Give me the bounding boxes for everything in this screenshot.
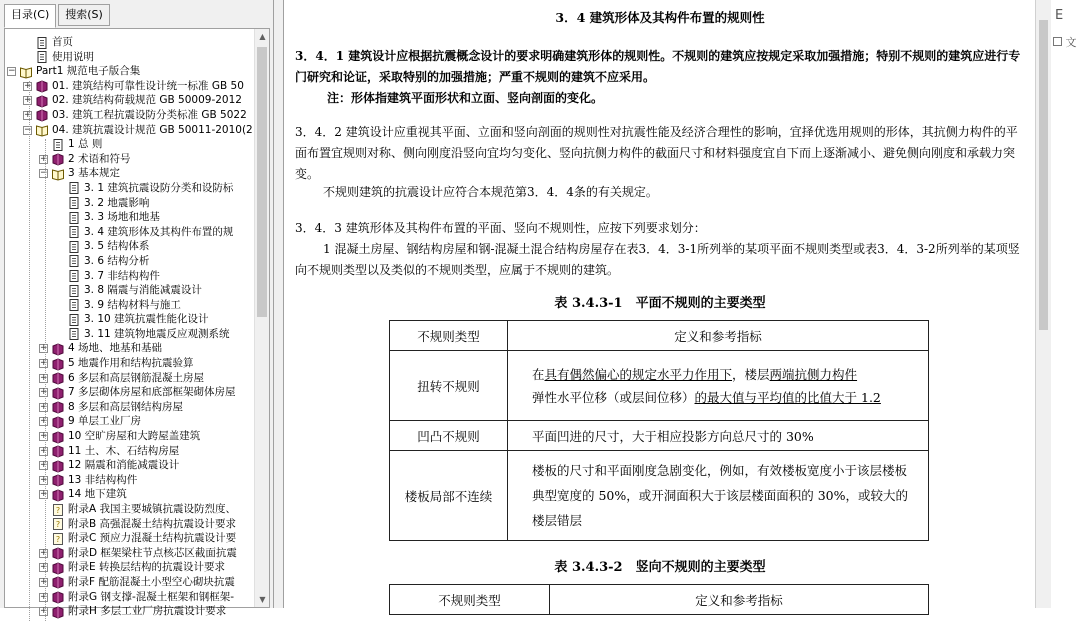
tree-node-label[interactable]: 附录F 配筋混凝土小型空心砌块抗震 — [68, 575, 235, 588]
toc-tree-box — [4, 28, 270, 618]
tree-node[interactable] — [5, 64, 255, 79]
toc-scroll-thumb[interactable] — [257, 47, 267, 317]
book-icon — [52, 562, 64, 574]
book-icon — [52, 416, 64, 428]
book-icon — [36, 80, 48, 92]
expand-icon[interactable]: + — [40, 358, 48, 369]
table1-type-concave: 凹凸不规则 — [390, 421, 508, 451]
page-icon — [68, 328, 80, 340]
expand-icon[interactable]: + — [40, 445, 48, 456]
table-row — [390, 421, 929, 451]
book-icon — [52, 358, 64, 370]
tree-node-label[interactable]: 9 单层工业厂房 — [68, 415, 142, 428]
tab-search[interactable]: 搜索(S) — [58, 4, 110, 26]
tree-node[interactable] — [5, 385, 255, 400]
expand-icon[interactable]: + — [40, 416, 48, 427]
expand-icon[interactable]: + — [40, 489, 48, 500]
book-open-icon — [20, 66, 32, 78]
tree-node[interactable] — [5, 239, 255, 254]
expand-icon[interactable]: + — [24, 95, 32, 106]
tree-node-label[interactable]: 附录E 转换层结构的抗震设计要求 — [68, 561, 225, 574]
tree-node-label[interactable]: 3. 7 非结构构件 — [84, 269, 160, 282]
table1-type-floor: 楼板局部不连续 — [390, 451, 508, 541]
scroll-up-icon[interactable]: ▲ — [259, 32, 266, 41]
tree-node[interactable] — [5, 152, 255, 167]
table1-header-type: 不规则类型 — [390, 321, 508, 351]
tree-node[interactable] — [5, 414, 255, 429]
tree-node[interactable] — [5, 604, 255, 619]
book-icon — [52, 606, 64, 618]
tree-node-label[interactable]: 3. 9 结构材料与施工 — [84, 298, 181, 311]
right-strip — [1035, 0, 1080, 608]
tree-node-label[interactable]: 3 基本规定 — [68, 167, 121, 180]
svg-text:?: ? — [55, 520, 61, 530]
tree-node-label[interactable]: 3. 5 结构体系 — [84, 240, 150, 253]
help-page-icon — [52, 504, 64, 516]
tree-node[interactable] — [5, 50, 255, 65]
table-row — [390, 451, 929, 541]
table2-header-def: 定义和参考指标 — [550, 585, 929, 615]
pane-splitter[interactable] — [274, 0, 284, 608]
clause-3-4-2-cont: 不规则建筑的抗震设计应符合本规范第3．4．4条的有关规定。 — [323, 185, 658, 199]
book-icon — [52, 401, 64, 413]
tree-node-label[interactable]: 11 土、木、石结构房屋 — [68, 444, 180, 457]
page-icon — [68, 314, 80, 326]
tree-node-label[interactable]: 02. 建筑结构荷载规范 GB 50009-2012 — [52, 94, 242, 107]
table1-title: 表 3.4.3-1 平面不规则的主要类型 — [554, 296, 766, 311]
svg-text:?: ? — [55, 505, 61, 515]
clause-3-4-1: 3．4．1 建筑设计应根据抗震概念设计的要求明确建筑形体的规则性。不规则的建筑应按规定采取加强措施；特别不规则的建筑应进行专门研究和论证，采取特别的加强措施；严重不规则的建筑不应采用。 — [295, 49, 1021, 84]
tree-node[interactable] — [5, 444, 255, 459]
tree-node-label[interactable]: 附录D 框架梁柱节点核芯区截面抗震 — [68, 546, 237, 559]
book-icon — [36, 109, 48, 121]
tree-node[interactable] — [5, 196, 255, 211]
book-icon — [52, 387, 64, 399]
page-icon — [68, 285, 80, 297]
tree-node-label[interactable]: 5 地震作用和结构抗震验算 — [68, 357, 194, 370]
tree-node[interactable] — [5, 546, 255, 561]
tree-node-label[interactable]: Part1 规范电子版合集 — [36, 65, 141, 78]
clause-3-4-1-note: 注：形体指建筑平面形状和立面、竖向剖面的变化。 — [327, 91, 604, 105]
expand-icon[interactable]: + — [40, 547, 48, 558]
tree-node-label[interactable]: 3. 3 场地和地基 — [84, 211, 160, 224]
expand-icon[interactable]: + — [24, 109, 32, 120]
tree-node-label[interactable]: 03. 建筑工程抗震设防分类标准 GB 5022 — [52, 108, 247, 121]
tree-node[interactable] — [5, 560, 255, 575]
document-scrollbar[interactable] — [1036, 0, 1051, 608]
expand-icon[interactable]: + — [40, 401, 48, 412]
page-icon — [36, 37, 48, 49]
table1-def-floor: 楼板的尺寸和平面刚度急剧变化，例如，有效楼板宽度小于该层楼板典型宽度的 50%，或开洞面积大于该层楼面面积的 30%，或较大的楼层错层 — [508, 451, 929, 541]
tree-node[interactable] — [5, 473, 255, 488]
tree-node-label[interactable]: 4 场地、地基和基础 — [68, 342, 163, 355]
page-icon — [68, 182, 80, 194]
help-page-icon — [52, 533, 64, 545]
tree-node-label[interactable]: 10 空旷房屋和大跨屋盖建筑 — [68, 430, 201, 443]
expand-icon[interactable]: + — [40, 387, 48, 398]
tree-node-label[interactable]: 13 非结构构件 — [68, 473, 138, 486]
book-icon — [52, 431, 64, 443]
document-scroll-thumb[interactable] — [1039, 20, 1048, 330]
book-icon — [52, 343, 64, 355]
table1-def-torsion — [508, 351, 929, 421]
tree-node-label[interactable]: 12 隔震和消能减震设计 — [68, 459, 180, 472]
toc-tree — [5, 35, 255, 619]
tree-node[interactable] — [5, 458, 255, 473]
tree-node-label[interactable]: 1 总 则 — [68, 138, 103, 151]
tree-node[interactable] — [5, 225, 255, 240]
book-icon — [52, 445, 64, 457]
document-view — [285, 0, 1035, 608]
tree-node[interactable] — [5, 590, 255, 605]
book-icon — [52, 576, 64, 588]
book-icon — [52, 460, 64, 472]
tree-node-label[interactable]: 附录C 预应力混凝土结构抗震设计要 — [68, 532, 237, 545]
book-icon — [36, 95, 48, 107]
tree-guide-line — [45, 139, 46, 621]
tree-node[interactable] — [5, 269, 255, 284]
page-icon — [36, 51, 48, 63]
tree-node-label[interactable]: 7 多层砌体房屋和底部框架砌体房屋 — [68, 386, 236, 399]
tree-node-label[interactable]: 附录H 多层工业厂房抗震设计要求 — [68, 605, 227, 618]
expand-icon[interactable]: + — [40, 431, 48, 442]
tree-node-label[interactable]: 使用说明 — [52, 50, 94, 63]
page-icon — [68, 197, 80, 209]
tree-node[interactable] — [5, 327, 255, 342]
tree-node-label[interactable]: 01. 建筑结构可靠性设计统一标准 GB 50 — [52, 79, 244, 92]
book-icon — [52, 547, 64, 559]
expand-icon[interactable]: + — [40, 343, 48, 354]
tree-node[interactable] — [5, 400, 255, 415]
tree-node[interactable] — [5, 137, 255, 152]
tree-node[interactable] — [5, 575, 255, 590]
tree-node[interactable] — [5, 312, 255, 327]
tree-node[interactable] — [5, 429, 255, 444]
tree-node-label[interactable]: 3. 2 地震影响 — [84, 196, 150, 209]
tree-node-label[interactable]: 3. 10 建筑抗震性能化设计 — [84, 313, 209, 326]
tree-node[interactable] — [5, 79, 255, 94]
expand-icon[interactable]: + — [40, 474, 48, 485]
clause-3-4-3-item1: 1 混凝土房屋、钢结构房屋和钢-混凝土混合结构房屋存在表3．4．3-1所列举的某项平面不规则类型或表3．4．3-2所列举的某项竖向不规则类型以及类似的不规则类型，应属于不规则的建筑。 — [295, 242, 1020, 277]
book-icon — [52, 372, 64, 384]
clause-3-4-3: 3．4．3 建筑形体及其构件布置的平面、竖向不规则性，应按下列要求划分： — [295, 221, 706, 235]
tree-node-label[interactable]: 8 多层和高层钢结构房屋 — [68, 400, 184, 413]
table1-header-def: 定义和参考指标 — [508, 321, 929, 351]
expand-icon[interactable]: + — [40, 562, 48, 573]
right-label-top: E — [1055, 8, 1064, 23]
table-row — [390, 351, 929, 421]
panel-icon — [1053, 37, 1062, 46]
page-icon — [68, 241, 80, 253]
tree-node-label[interactable]: 3. 1 建筑抗震设防分类和设防标 — [84, 181, 234, 194]
page-icon — [68, 226, 80, 238]
def-text: 弹性水平位移（或层间位移） — [532, 389, 695, 405]
tree-node-label[interactable]: 14 地下建筑 — [68, 488, 127, 501]
page-icon — [68, 212, 80, 224]
expand-icon[interactable]: + — [40, 460, 48, 471]
pane-tabs — [4, 4, 112, 28]
tree-node[interactable] — [5, 181, 255, 196]
tree-guide-line — [29, 81, 30, 621]
book-icon — [52, 489, 64, 501]
def-underlined: 的最大值与平均值的比值大于 1.2 — [694, 389, 881, 405]
tree-node-label[interactable]: 04. 建筑抗震设计规范 GB 50011-2010(2 — [52, 123, 253, 136]
tree-node-label[interactable]: 3. 4 建筑形体及其构件布置的规 — [84, 225, 234, 238]
tree-node[interactable] — [5, 283, 255, 298]
tree-node-label[interactable]: 2 术语和符号 — [68, 152, 131, 165]
tree-node-label[interactable]: 3. 8 隔震与消能减震设计 — [84, 284, 202, 297]
page-icon — [52, 139, 64, 151]
tree-node[interactable] — [5, 166, 255, 181]
clause-3-4-2: 3．4．2 建筑设计应重视其平面、立面和竖向剖面的规则性对抗震性能及经济合理性的影响，宜择优选用规则的形体，其抗侧力构件的平面布置宜规则对称、侧向刚度沿竖向宜均匀变化、竖向抗侧力构件的截面尺寸和材料强度宜自下而上逐渐减小、避免侧向刚度和承载力突变。 — [295, 125, 1018, 181]
expand-icon[interactable]: + — [40, 576, 48, 587]
toc-scrollbar[interactable] — [254, 29, 269, 607]
help-page-icon — [52, 518, 64, 530]
tree-node[interactable] — [5, 254, 255, 269]
expand-icon[interactable]: + — [40, 606, 48, 617]
tree-node[interactable] — [5, 123, 255, 138]
tree-node-label[interactable]: 3. 6 结构分析 — [84, 254, 150, 267]
collapse-icon[interactable]: − — [24, 124, 32, 135]
collapse-icon[interactable]: − — [40, 168, 48, 179]
tree-node[interactable] — [5, 517, 255, 532]
tab-contents[interactable]: 目录(C) — [4, 4, 56, 28]
table1-def-concave: 平面凹进的尺寸，大于相应投影方向总尺寸的 30% — [508, 421, 929, 451]
scroll-down-icon[interactable]: ▼ — [259, 595, 266, 604]
def-text: 在 — [532, 366, 545, 382]
tree-node[interactable] — [5, 341, 255, 356]
book-icon — [52, 153, 64, 165]
table1-type-torsion: 扭转不规则 — [390, 351, 508, 421]
page-icon — [68, 270, 80, 282]
tree-node[interactable] — [5, 487, 255, 502]
section-title: 3．4 建筑形体及其构件布置的规则性 — [555, 10, 765, 25]
book-open-icon — [52, 168, 64, 180]
tree-node[interactable] — [5, 298, 255, 313]
expand-icon[interactable]: + — [24, 80, 32, 91]
tree-node[interactable] — [5, 502, 255, 517]
right-label-mid — [1053, 34, 1077, 50]
tree-node-label[interactable]: 附录A 我国主要城镇抗震设防烈度、 — [68, 503, 237, 515]
table-vertical-irregularity — [389, 584, 929, 615]
collapse-icon[interactable]: − — [8, 66, 16, 77]
tree-node-label[interactable]: 6 多层和高层钢筋混凝土房屋 — [68, 371, 205, 384]
tree-node-label[interactable]: 附录B 高强混凝土结构抗震设计要求 — [68, 517, 237, 530]
tree-node[interactable] — [5, 371, 255, 386]
book-icon — [52, 591, 64, 603]
tree-node[interactable] — [5, 108, 255, 123]
svg-text:?: ? — [55, 534, 61, 544]
expand-icon[interactable]: + — [40, 591, 48, 602]
tree-node[interactable] — [5, 210, 255, 225]
table2-title: 表 3.4.3-2 竖向不规则的主要类型 — [554, 560, 766, 575]
tree-node[interactable] — [5, 531, 255, 546]
def-text: ，楼层 — [732, 366, 770, 382]
tree-node[interactable] — [5, 93, 255, 108]
expand-icon[interactable]: + — [40, 153, 48, 164]
table-plan-irregularity — [389, 320, 929, 541]
page-icon — [68, 299, 80, 311]
table2-header-type: 不规则类型 — [390, 585, 550, 615]
right-label-mid-text: 文 — [1065, 36, 1077, 49]
toc-pane — [0, 0, 274, 618]
tree-node-label[interactable]: 3. 11 建筑物地震反应观测系统 — [84, 327, 230, 340]
expand-icon[interactable]: + — [40, 372, 48, 383]
page-icon — [68, 255, 80, 267]
book-open-icon — [36, 124, 48, 136]
tree-node[interactable] — [5, 35, 255, 50]
def-underlined: 具有偶然偏心的规定水平力作用下 — [544, 366, 733, 382]
tree-node[interactable] — [5, 356, 255, 371]
tree-node-label[interactable]: 附录G 钢支撑-混凝土框架和钢框架- — [68, 590, 235, 603]
tree-node-label[interactable]: 首页 — [52, 36, 73, 48]
def-underlined: 两端抗侧力构件 — [769, 366, 858, 382]
book-icon — [52, 474, 64, 486]
